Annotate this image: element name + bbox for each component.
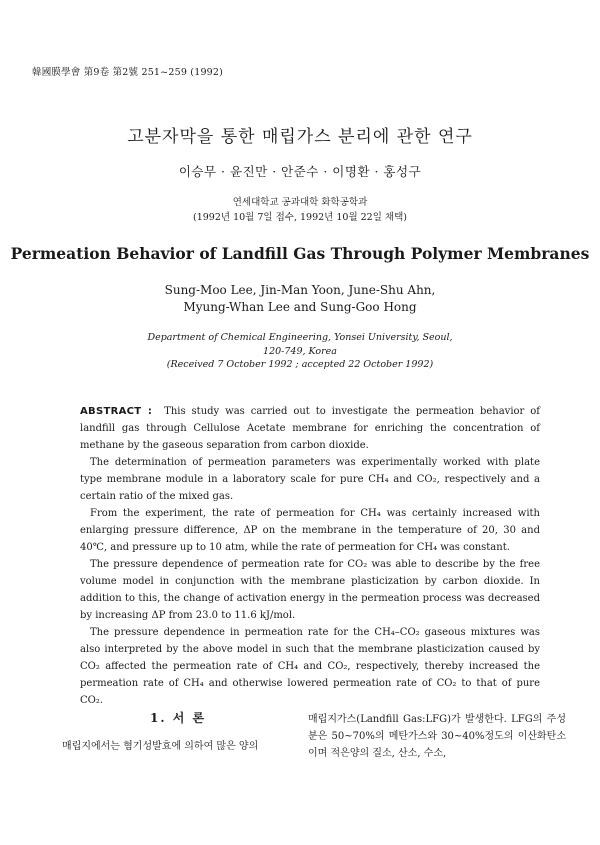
english-authors bbox=[0, 282, 600, 316]
korean-authors: 이승무 · 윤진만 · 안준수 · 이명환 · 홍성구 bbox=[178, 164, 422, 179]
english-affiliation-line: 120-749, Korea bbox=[263, 345, 337, 357]
korean-title: 고분자막을 통한 매립가스 분리에 관한 연구 bbox=[127, 127, 473, 147]
english-affiliation bbox=[0, 331, 600, 372]
abstract-paragraph: The pressure dependence in permeation rate for the CH₄–CO₂ gaseous mixtures was also interpreted by the above model in such that the membrane plasticization caused by CO₂ affected the permeation rate of CH₄ and CO₂, respectively, thereby increased the permeation rate of CH₄ and otherwise lowered permeation rate of CO₂ to that of pure CO₂. bbox=[80, 627, 540, 706]
journal-header: 韓國膜學會 第9卷 第2號 251~259 (1992) bbox=[32, 67, 224, 78]
abstract bbox=[80, 403, 540, 709]
abstract-paragraph bbox=[80, 403, 540, 454]
abstract-paragraph-text: This study was carried out to investigate the permeation behavior of landfill gas through Cellulose Acetate membrane for enriching the concentration of methane by the gaseous separation from carbon dioxide. bbox=[80, 406, 541, 451]
abstract-paragraph: The pressure dependence of permeation rate for CO₂ was able to describe by the free volume model in conjunction with the membrane plasticization by carbon dioxide. In addition to this, the change of activation energy in the permeation process was decreased by increasing ΔP from 23.0 to 11.6 kJ/mol. bbox=[80, 559, 540, 621]
abstract-paragraph: From the experiment, the rate of permeation for CH₄ was certainly increased with enlarging pressure difference, ΔP on the membrane in the temperature of 20, 30 and 40℃, and pressure up to 10 atm, while the rate of permeation for CH₄ was constant. bbox=[80, 508, 540, 553]
english-title: Permeation Behavior of Landfill Gas Through Polymer Membranes bbox=[10, 244, 590, 263]
english-authors-line: Myung-Whan Lee and Sung-Goo Hong bbox=[183, 300, 417, 314]
english-affiliation-line: Department of Chemical Engineering, Yonsei University, Seoul, bbox=[147, 332, 453, 343]
right-column-text: 매립지가스(Landfill Gas:LFG)가 발생한다. LFG의 주성분은 50~70%의 메탄가스와 30~40%정도의 이산화탄소이며 적은양의 질소, 산소, 수소, bbox=[308, 714, 566, 759]
korean-affiliation: 연세대학교 공과대학 화학공학과 bbox=[232, 197, 368, 208]
abstract-label: ABSTRACT : bbox=[80, 406, 153, 417]
received-dates: (Received 7 October 1992 ; accepted 22 October 1992) bbox=[166, 359, 434, 370]
korean-dates: (1992년 10월 7일 접수, 1992년 10월 22일 채택) bbox=[192, 212, 407, 223]
english-authors-line: Sung-Moo Lee, Jin-Man Yoon, June-Shu Ahn, bbox=[164, 283, 436, 297]
left-column-text: 매립지에서는 혐기성발효에 의하여 많은 양의 bbox=[62, 741, 259, 752]
abstract-paragraph: The determination of permeation parameters was experimentally worked with plate type membrane module in a laboratory scale for pure CH₄ and CO₂, respectively and a certain ratio of the mixed gas. bbox=[80, 457, 540, 502]
section-heading: 1. 서 론 bbox=[150, 711, 207, 725]
